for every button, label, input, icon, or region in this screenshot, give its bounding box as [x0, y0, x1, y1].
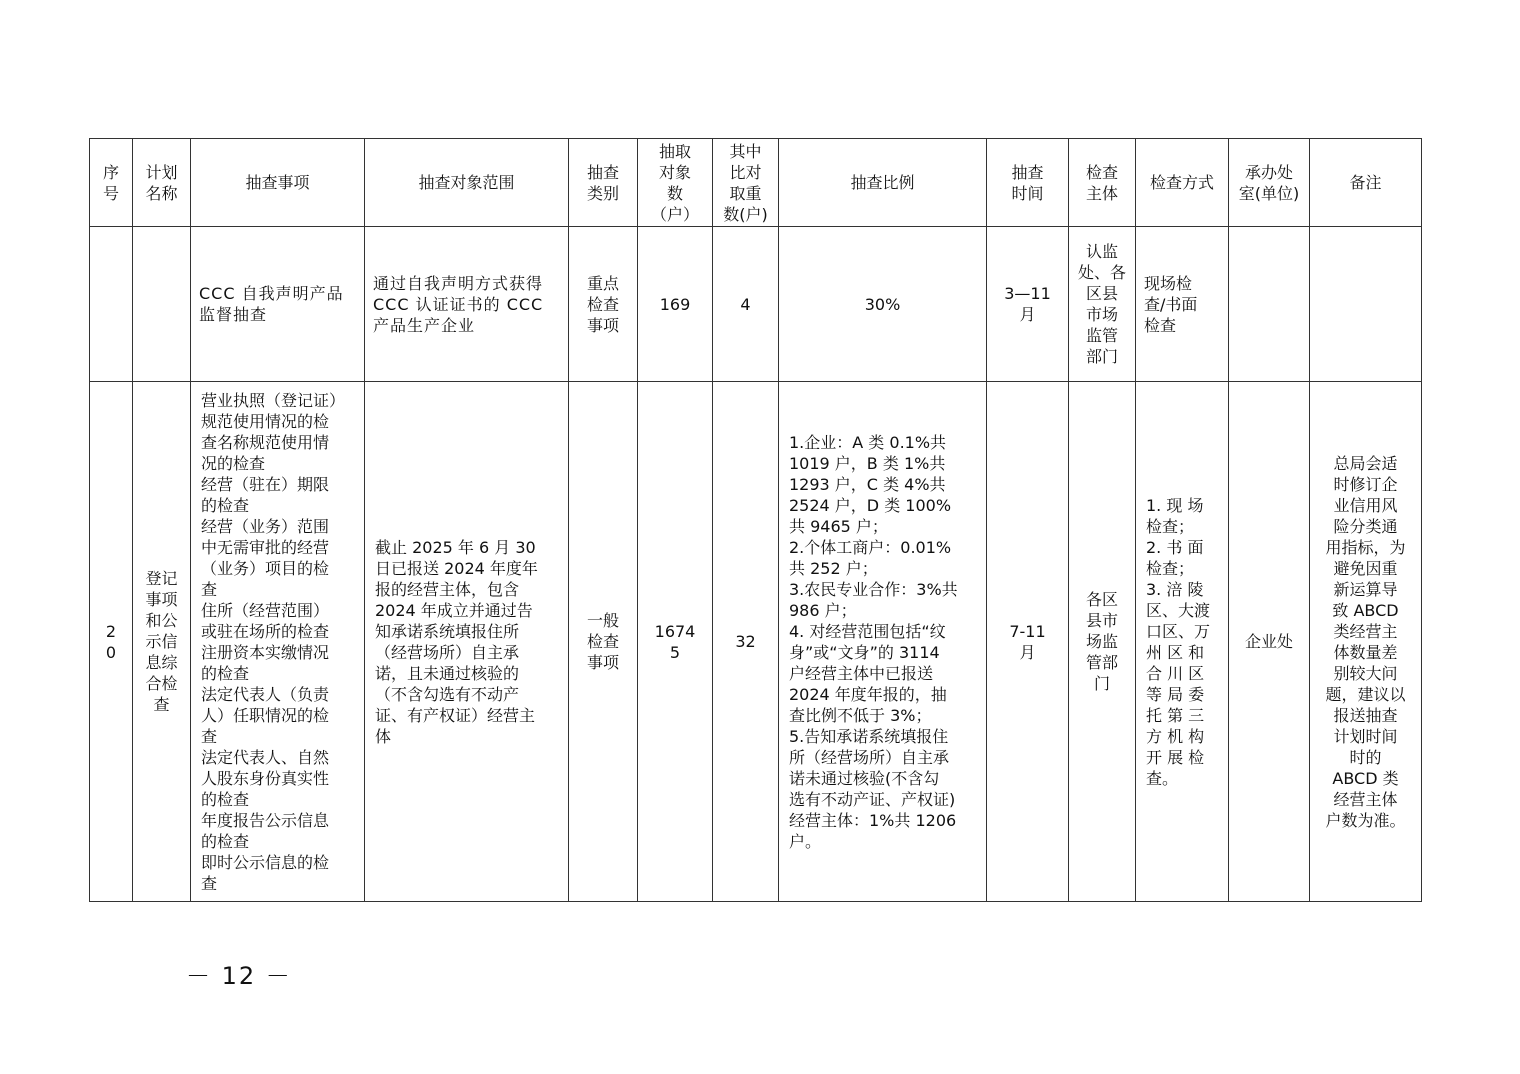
header-time: 抽查 时间: [987, 139, 1069, 227]
cell-plan: [133, 227, 191, 382]
header-no: 序 号: [90, 139, 133, 227]
page-number: － 12 －: [186, 962, 292, 990]
cell-item: 营业执照（登记证） 规范使用情况的检 查名称规范使用情 况的检查 经营（驻在）期限 的检查 经营（业务）范围 中无需审批的经营 （业务）项目的检 查 住所（经营范围） 或驻在场所的检查 注册资本实缴情况 的检查 法定代表人（负责 人）任职情况的检 查 法定代表人、自然 人股东身份真实性 的检查 年度报告公示信息 的检查 即时公示信息的检 查: [191, 382, 365, 902]
cell-type: 一般 检查 事项: [569, 382, 638, 902]
cell-time: 3—11 月: [987, 227, 1069, 382]
cell-type: 重点 检查 事项: [569, 227, 638, 382]
inspection-plan-table: [89, 138, 1422, 902]
cell-count: 169: [638, 227, 713, 382]
cell-subject: 各区 县市 场监 管部 门: [1069, 382, 1136, 902]
cell-unit: 企业处: [1229, 382, 1310, 902]
cell-item: CCC 自我声明产品监督抽查: [191, 227, 365, 382]
header-plan-name: 计划 名称: [133, 139, 191, 227]
cell-repeat: 4: [713, 227, 779, 382]
cell-ratio: 1.企业：A 类 0.1%共 1019 户，B 类 1%共 1293 户，C 类 4%共 2524 户，D 类 100% 共 9465 户； 2.个体工商户：0.01% 共 252 户； 3.农民专业合作：3%共 986 户； 4. 对经营范围包括“纹 身”或“文身”的 3114 户经营主体中已报送 2024 年度年报的，抽 查比例不低于 3%； 5.告知承诺系统填报住 所（经营场所）自主承 诺未通过核验(不含勾 选有不动产证、产权证) 经营主体：1%共 1206 户。: [779, 382, 987, 902]
header-note: 备注: [1310, 139, 1422, 227]
header-ratio: 抽查比例: [779, 139, 987, 227]
cell-scope: 通过自我声明方式获得 CCC 认证证书的 CCC 产品生产企业: [365, 227, 569, 382]
header-row: [90, 139, 1422, 227]
cell-count: 1674 5: [638, 382, 713, 902]
header-subject: 检查 主体: [1069, 139, 1136, 227]
header-scope: 抽查对象范围: [365, 139, 569, 227]
cell-unit: [1229, 227, 1310, 382]
cell-method: 现场检 查/书面 检查: [1136, 227, 1229, 382]
cell-repeat: 32: [713, 382, 779, 902]
header-method: 检查方式: [1136, 139, 1229, 227]
cell-note: 总局会适 时修订企 业信用风 险分类通 用指标，为 避免因重 新运算导 致 ABCD 类经营主 体数量差 别较大问 题，建议以 报送抽查 计划时间 时的 ABCD 类 经营主体 户数为准。: [1310, 382, 1422, 902]
cell-ratio: 30%: [779, 227, 987, 382]
cell-no: 2 0: [90, 382, 133, 902]
cell-scope: 截止 2025 年 6 月 30 日已报送 2024 年度年 报的经营主体，包含 2024 年成立并通过告 知承诺系统填报住所 （经营场所）自主承 诺，且未通过核验的 （不含勾选有不动产 证、有产权证）经营主 体: [365, 382, 569, 902]
header-item: 抽查事项: [191, 139, 365, 227]
cell-subject: 认监 处、各 区县 市场 监管 部门: [1069, 227, 1136, 382]
cell-no: [90, 227, 133, 382]
cell-plan: 登记 事项 和公 示信 息综 合检 查: [133, 382, 191, 902]
cell-time: 7-11 月: [987, 382, 1069, 902]
table-row: [90, 382, 1422, 902]
header-count: 抽取 对象 数 （户）: [638, 139, 713, 227]
header-unit: 承办处 室(单位): [1229, 139, 1310, 227]
cell-method: 1. 现 场 检查； 2. 书 面 检查； 3. 涪 陵 区、大渡 口区、万 州 区 和 合 川 区 等 局 委 托 第 三 方 机 构 开 展 检 查。: [1136, 382, 1229, 902]
table-row: [90, 227, 1422, 382]
header-type: 抽查 类别: [569, 139, 638, 227]
header-repeat: 其中 比对 取重 数(户): [713, 139, 779, 227]
cell-note: [1310, 227, 1422, 382]
